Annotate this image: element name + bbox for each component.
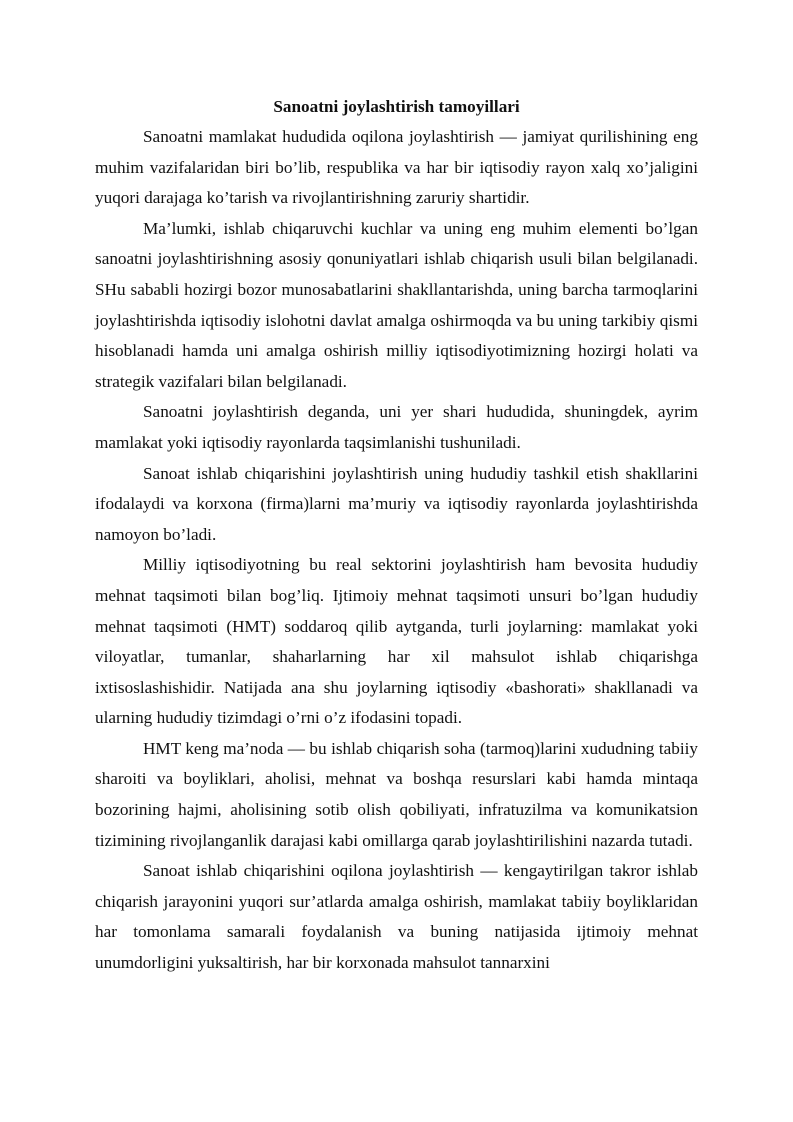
paragraph-4: Sanoat ishlab chiqarishini joylashtirish uning hududiy tashkil etish shakllarini ifodalaydi va korxona (firma)larni ma’muriy va iqtisodiy rayonlarda joylashtirishda namoyon bo’ladi. (95, 463, 698, 544)
paragraph-6: HMT keng ma’noda — bu ishlab chiqarish soha (tarmoq)larini xududning tabiiy sharoiti va boyliklari, aholisi, mehnat va boshqa resurslari kabi hamda mintaqa bozorining hajmi, aholisining sotib olish qobiliyati, infratuzilma va komunikatsion tizimining rivojlanganlik darajasi kabi omillarga qarab joylashtirilishini nazarda tutadi. (95, 738, 698, 850)
paragraph-7: Sanoat ishlab chiqarishini oqilona joylashtirish — kengaytirilgan takror ishlab chiqarish jarayonini yuqori sur’atlarda amalga oshirish, mamlakat tabiiy boyliklaridan har tomonlama samarali foydalanish va buning natijasida ijtimoiy mehnat unumdorligini yuksaltirish, har bir korxonada mahsulot tannarxini (95, 861, 698, 973)
paragraph-1: Sanoatni mamlakat hududida oqilona joylashtirish — jamiyat qurilishining eng muhim vazifalaridan biri bo’lib, respublika va har bir iqtisodiy rayon xalq xo’jaligini yuqori darajaga ko’tarish va rivojlantirishning zaruriy shartidir. (95, 127, 698, 208)
paragraph-3: Sanoatni joylashtirish deganda, uni yer shari hududida, shuningdek, ayrim mamlakat yoki iqtisodiy rayonlarda taqsimlanishi tushuniladi. (95, 402, 698, 452)
paragraph-5: Milliy iqtisodiyotning bu real sektorini joylashtirish ham bevosita hududiy mehnat taqsimoti bilan bog’liq. Ijtimoiy mehnat taqsimoti unsuri bo’lgan hududiy mehnat taqsimoti (HMT) soddaroq qilib aytganda, turli joylarning: mamlakat yoki viloyatlar, tumanlar, shaharlarning har xil mahsulot ishlab chiqarishga ixtisoslashishidir. Natijada ana shu joylarning iqtisodiy «bashorati» shakllanadi va ularning hududiy tizimdagi o’rni o’z ifodasini topadi. (95, 555, 698, 728)
paragraph-2: Ma’lumki, ishlab chiqaruvchi kuchlar va uning eng muhim elementi bo’lgan sanoatni joylashtirishning asosiy qonuniyatlari ishlab chiqarish usuli bilan belgilanadi. SHu sababli hozirgi bozor munosabatlarini shakllantarishda, uning barcha tarmoqlarini joylashtirishda iqtisodiy islohotni davlat amalga oshirmoqda va bu uning tarkibiy qismi hisoblanadi hamda uni amalga oshirish milliy iqtisodiyotimizning hozirgi holati va strategik vazifalari bilan belgilanadi. (95, 218, 698, 391)
document-page (95, 92, 698, 979)
document-title: Sanoatni joylashtirish tamoyillari (273, 97, 520, 116)
